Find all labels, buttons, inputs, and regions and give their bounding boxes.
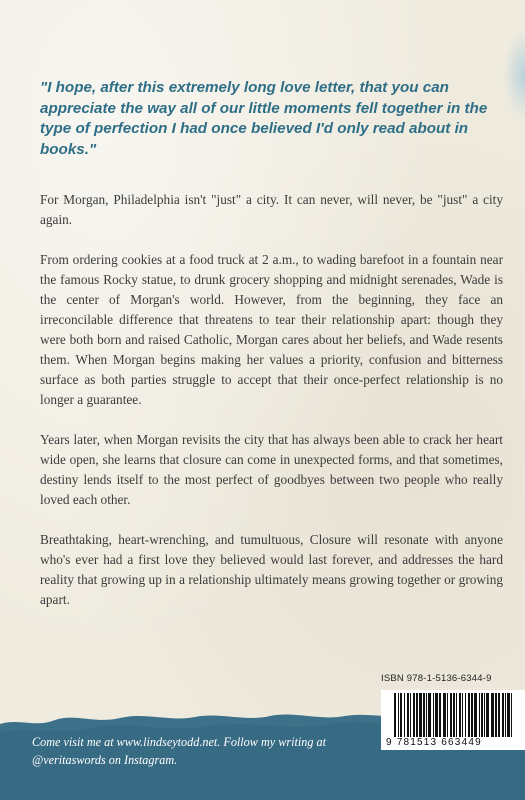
barcode-bar — [502, 693, 504, 737]
barcode-bar — [426, 693, 427, 737]
barcode-bar — [459, 693, 461, 737]
barcode-bar — [419, 693, 422, 737]
barcode-bar — [505, 693, 506, 737]
barcode-bar — [511, 693, 512, 737]
barcode-bar — [447, 693, 448, 737]
barcode-bar — [453, 693, 455, 737]
barcode-bar — [481, 693, 483, 737]
blurb — [40, 190, 503, 630]
blurb-paragraph-4: Breathtaking, heart-wrenching, and tumultuous, Closure will resonate with anyone who's ever had a first love they believed would last forever, and addresses the hard reality that growing up in a relationship ultimately means growing together or growing apart. — [40, 532, 503, 607]
barcode-bar — [486, 693, 489, 737]
footer-line-2: @veritaswords on Instagram. — [32, 753, 178, 767]
barcode-bar — [474, 693, 477, 737]
barcode-bar — [404, 693, 405, 737]
barcode — [394, 693, 518, 737]
barcode-bar — [456, 693, 457, 737]
barcode-bar — [495, 693, 497, 737]
barcode-bar — [435, 693, 438, 737]
barcode-bar — [498, 693, 500, 737]
barcode-bar — [433, 693, 434, 737]
barcode-bar — [394, 693, 396, 737]
blurb-paragraph-2: From ordering cookies at a food truck at 2 a.m., to wading barefoot in a fountain near the famous Rocky statue, to drunk grocery shopping and midnight serenades, Wade is the center of Morgan's world. However, from the beginning, they face an irreconcilable difference that threatens to tear their relationship apart: though they were both born and raised Catholic, Morgan cares about her beliefs, and Wade resents them. When Morgan begins making her values a priority, confusion and bitterness surface as both parties struggle to accept that their once-perfect relationship is no longer a guarantee. — [40, 252, 503, 407]
barcode-bar — [443, 693, 446, 737]
barcode-bar — [465, 693, 466, 737]
isbn-label: ISBN 978-1-5136-6344-9 — [381, 673, 492, 684]
barcode-bar — [407, 693, 409, 737]
barcode-bar — [439, 693, 441, 737]
footer-line-1: Come visit me at www.lindseytodd.net. Follow my writing at — [32, 735, 326, 749]
barcode-bar — [398, 693, 399, 737]
barcode-bar — [423, 693, 425, 737]
barcode-bar — [468, 693, 470, 737]
barcode-digits: 9 781513 663449 — [386, 737, 522, 749]
footer-contact — [32, 733, 392, 769]
barcode-bar — [400, 693, 402, 737]
barcode-bar — [491, 693, 494, 737]
blurb-paragraph-1: For Morgan, Philadelphia isn't "just" a city. It can never, will never, be "just" a city again. — [40, 192, 503, 227]
barcode-bar — [410, 693, 411, 737]
blurb-paragraph-3: Years later, when Morgan revisits the city that has always been able to crack her heart wide open, she learns that closure can come in unexpected forms, and that sometimes, destiny lends itself to the most perfect of goodbyes between two people who really loved each other. — [40, 432, 503, 507]
barcode-bar — [471, 693, 473, 737]
pull-quote: "I hope, after this extremely long love letter, that you can appreciate the way all of our little moments fell together in the type of perfection I had once believed I'd only read about in books." — [40, 79, 488, 158]
barcode-bar — [462, 693, 463, 737]
barcode-bar — [416, 693, 418, 737]
barcode-bar — [450, 693, 452, 737]
barcode-bar — [428, 693, 431, 737]
barcode-bar — [479, 693, 480, 737]
barcode-bar — [507, 693, 510, 737]
barcode-bar — [413, 693, 415, 737]
barcode-bar — [484, 693, 485, 737]
